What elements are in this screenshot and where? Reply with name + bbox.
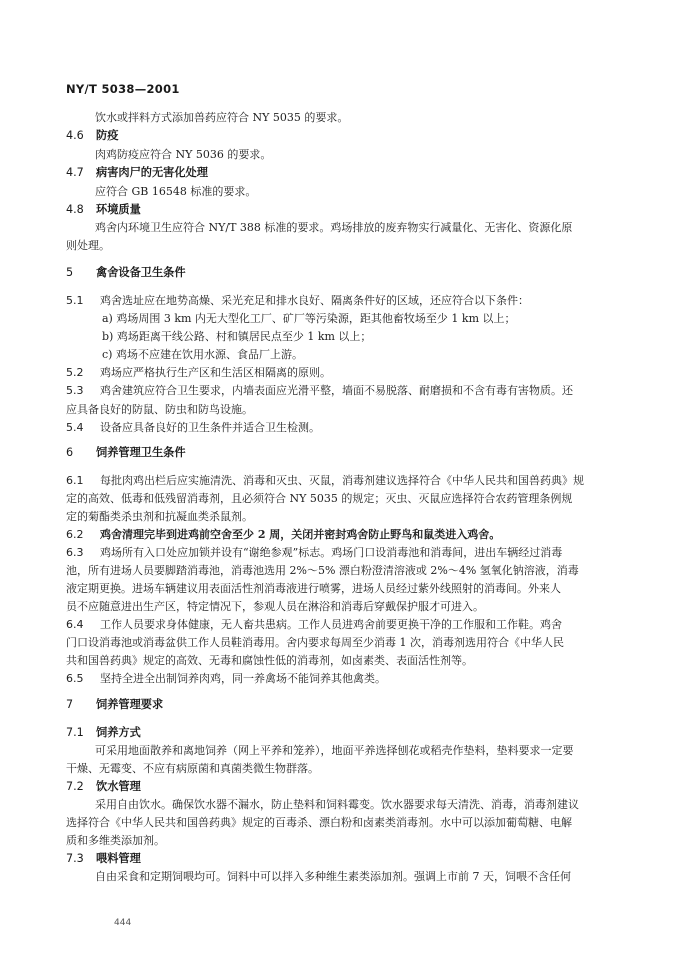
page-number: 444 <box>114 918 132 928</box>
text-line: 定的高效、低毒和低残留消毒剂，且必须符合 NY 5035 的规定；灭虫、灭鼠应选择符合农药管理条例规 <box>66 492 573 505</box>
text-line: 则处理。 <box>66 239 110 252</box>
clause-line: 6.1 每批肉鸡出栏后应实施清洗、消毒和灭虫、灭鼠，消毒剂建议选择符合《中华人民共和国兽药典》规 <box>66 474 584 487</box>
text-line: 鸡舍内环境卫生应符合 NY/T 388 标准的要求。鸡场排放的废弃物实行减量化、无害化、资源化原 <box>95 221 573 234</box>
clause-line: 5.4 设备应具备良好的卫生条件并适合卫生检测。 <box>66 421 320 434</box>
list-item: b) 鸡场距离干线公路、村和镇居民点至少 1 km 以上； <box>102 330 372 343</box>
text-line: 饮水或拌料方式添加兽药应符合 NY 5035 的要求。 <box>95 111 349 124</box>
text-line: 液定期更换。进场车辆建议用表面活性剂消毒液进行喷雾，进场人员经过紫外线照射的消毒间。外来人 <box>66 582 561 595</box>
text-line: 干燥、无霉变、不应有病原菌和真菌类微生物群落。 <box>66 762 319 775</box>
clause-line: 5.1 鸡舍选址应在地势高燥、采光充足和排水良好、隔离条件好的区域，还应符合以下条件： <box>66 294 529 307</box>
text-line: 定的菊酯类杀虫剂和抗凝血类杀鼠剂。 <box>66 510 253 523</box>
subsection-heading: 4.7 病害肉尸的无害化处理 <box>66 166 208 179</box>
text-line: 自由采食和定期饲喂均可。饲料中可以拌入多种维生素类添加剂。强调上市前 7 天，饲喂不含任何 <box>95 870 571 883</box>
clause-line: 6.3 鸡场所有入口处应加锁并设有“谢绝参观”标志。鸡场门口设消毒池和消毒间，进出车辆经过消毒 <box>66 546 563 559</box>
section-heading: 6 饲养管理卫生条件 <box>66 446 186 459</box>
text-line: 员不应随意进出生产区，特定情况下，参观人员在淋浴和消毒后穿戴保护服才可进入。 <box>66 600 484 613</box>
list-item: a) 鸡场周围 3 km 内无大型化工厂、矿厂等污染源，距其他畜牧场至少 1 km 以上； <box>102 312 516 325</box>
text-line: 质和多维类添加剂。 <box>66 834 165 847</box>
text-line: 门口设消毒池或消毒盆供工作人员鞋消毒用。舍内要求每周至少消毒 1 次，消毒剂选用符合《中华人民 <box>66 636 564 649</box>
clause-line: 6.4 工作人员要求身体健康，无人畜共患病。工作人员进鸡舍前要更换干净的工作服和工作鞋。鸡舍 <box>66 618 562 631</box>
list-item: c) 鸡场不应建在饮用水源、食品厂上游。 <box>102 348 303 361</box>
subsection-heading: 7.2 饮水管理 <box>66 780 141 793</box>
subsection-heading: 4.6 防疫 <box>66 129 119 142</box>
text-line: 可采用地面散养和离地饲养（网上平养和笼养），地面平养选择刨花或稻壳作垫料，垫料要求一定要 <box>95 744 574 757</box>
clause-line: 6.5 坚持全进全出制饲养肉鸡，同一养禽场不能饲养其他禽类。 <box>66 672 386 685</box>
standard-number-header: NY/T 5038—2001 <box>66 82 180 96</box>
section-heading: 5 禽舍设备卫生条件 <box>66 266 186 279</box>
clause-line: 5.2 鸡场应严格执行生产区和生活区相隔离的原则。 <box>66 366 331 379</box>
text-line: 选择符合《中华人民共和国兽药典》规定的百毒杀、漂白粉和卤素类消毒剂。水中可以添加葡萄糖、电解 <box>66 816 572 829</box>
clause-line: 5.3 鸡舍建筑应符合卫生要求，内墙表面应光滑平整，墙面不易脱落、耐磨损和不含有毒有害物质。还 <box>66 384 573 397</box>
subsection-heading: 7.1 饲养方式 <box>66 726 141 739</box>
subsection-heading: 4.8 环境质量 <box>66 203 141 216</box>
text-line: 应具备良好的防鼠、防虫和防鸟设施。 <box>66 403 253 416</box>
text-line: 池，所有进场人员要脚踏消毒池，消毒池选用 2%～5% 漂白粉澄清溶液或 2%～4% 氢氧化钠溶液，消毒 <box>66 564 579 577</box>
text-line: 共和国兽药典》规定的高效、无毒和腐蚀性低的消毒剂，如卤素类、表面活性剂等。 <box>66 654 473 667</box>
clause-line: 6.2 鸡舍清理完毕到进鸡前空舍至少 2 周，关闭并密封鸡舍防止野鸟和鼠类进入鸡舍。 <box>66 528 501 541</box>
text-line: 采用自由饮水。确保饮水器不漏水，防止垫料和饲料霉变。饮水器要求每天清洗、消毒，消毒剂建议 <box>95 798 579 811</box>
text-line: 应符合 GB 16548 标准的要求。 <box>95 185 257 198</box>
section-heading: 7 饲养管理要求 <box>66 698 164 711</box>
text-line: 肉鸡防疫应符合 NY 5036 的要求。 <box>95 148 272 161</box>
subsection-heading: 7.3 喂料管理 <box>66 852 141 865</box>
